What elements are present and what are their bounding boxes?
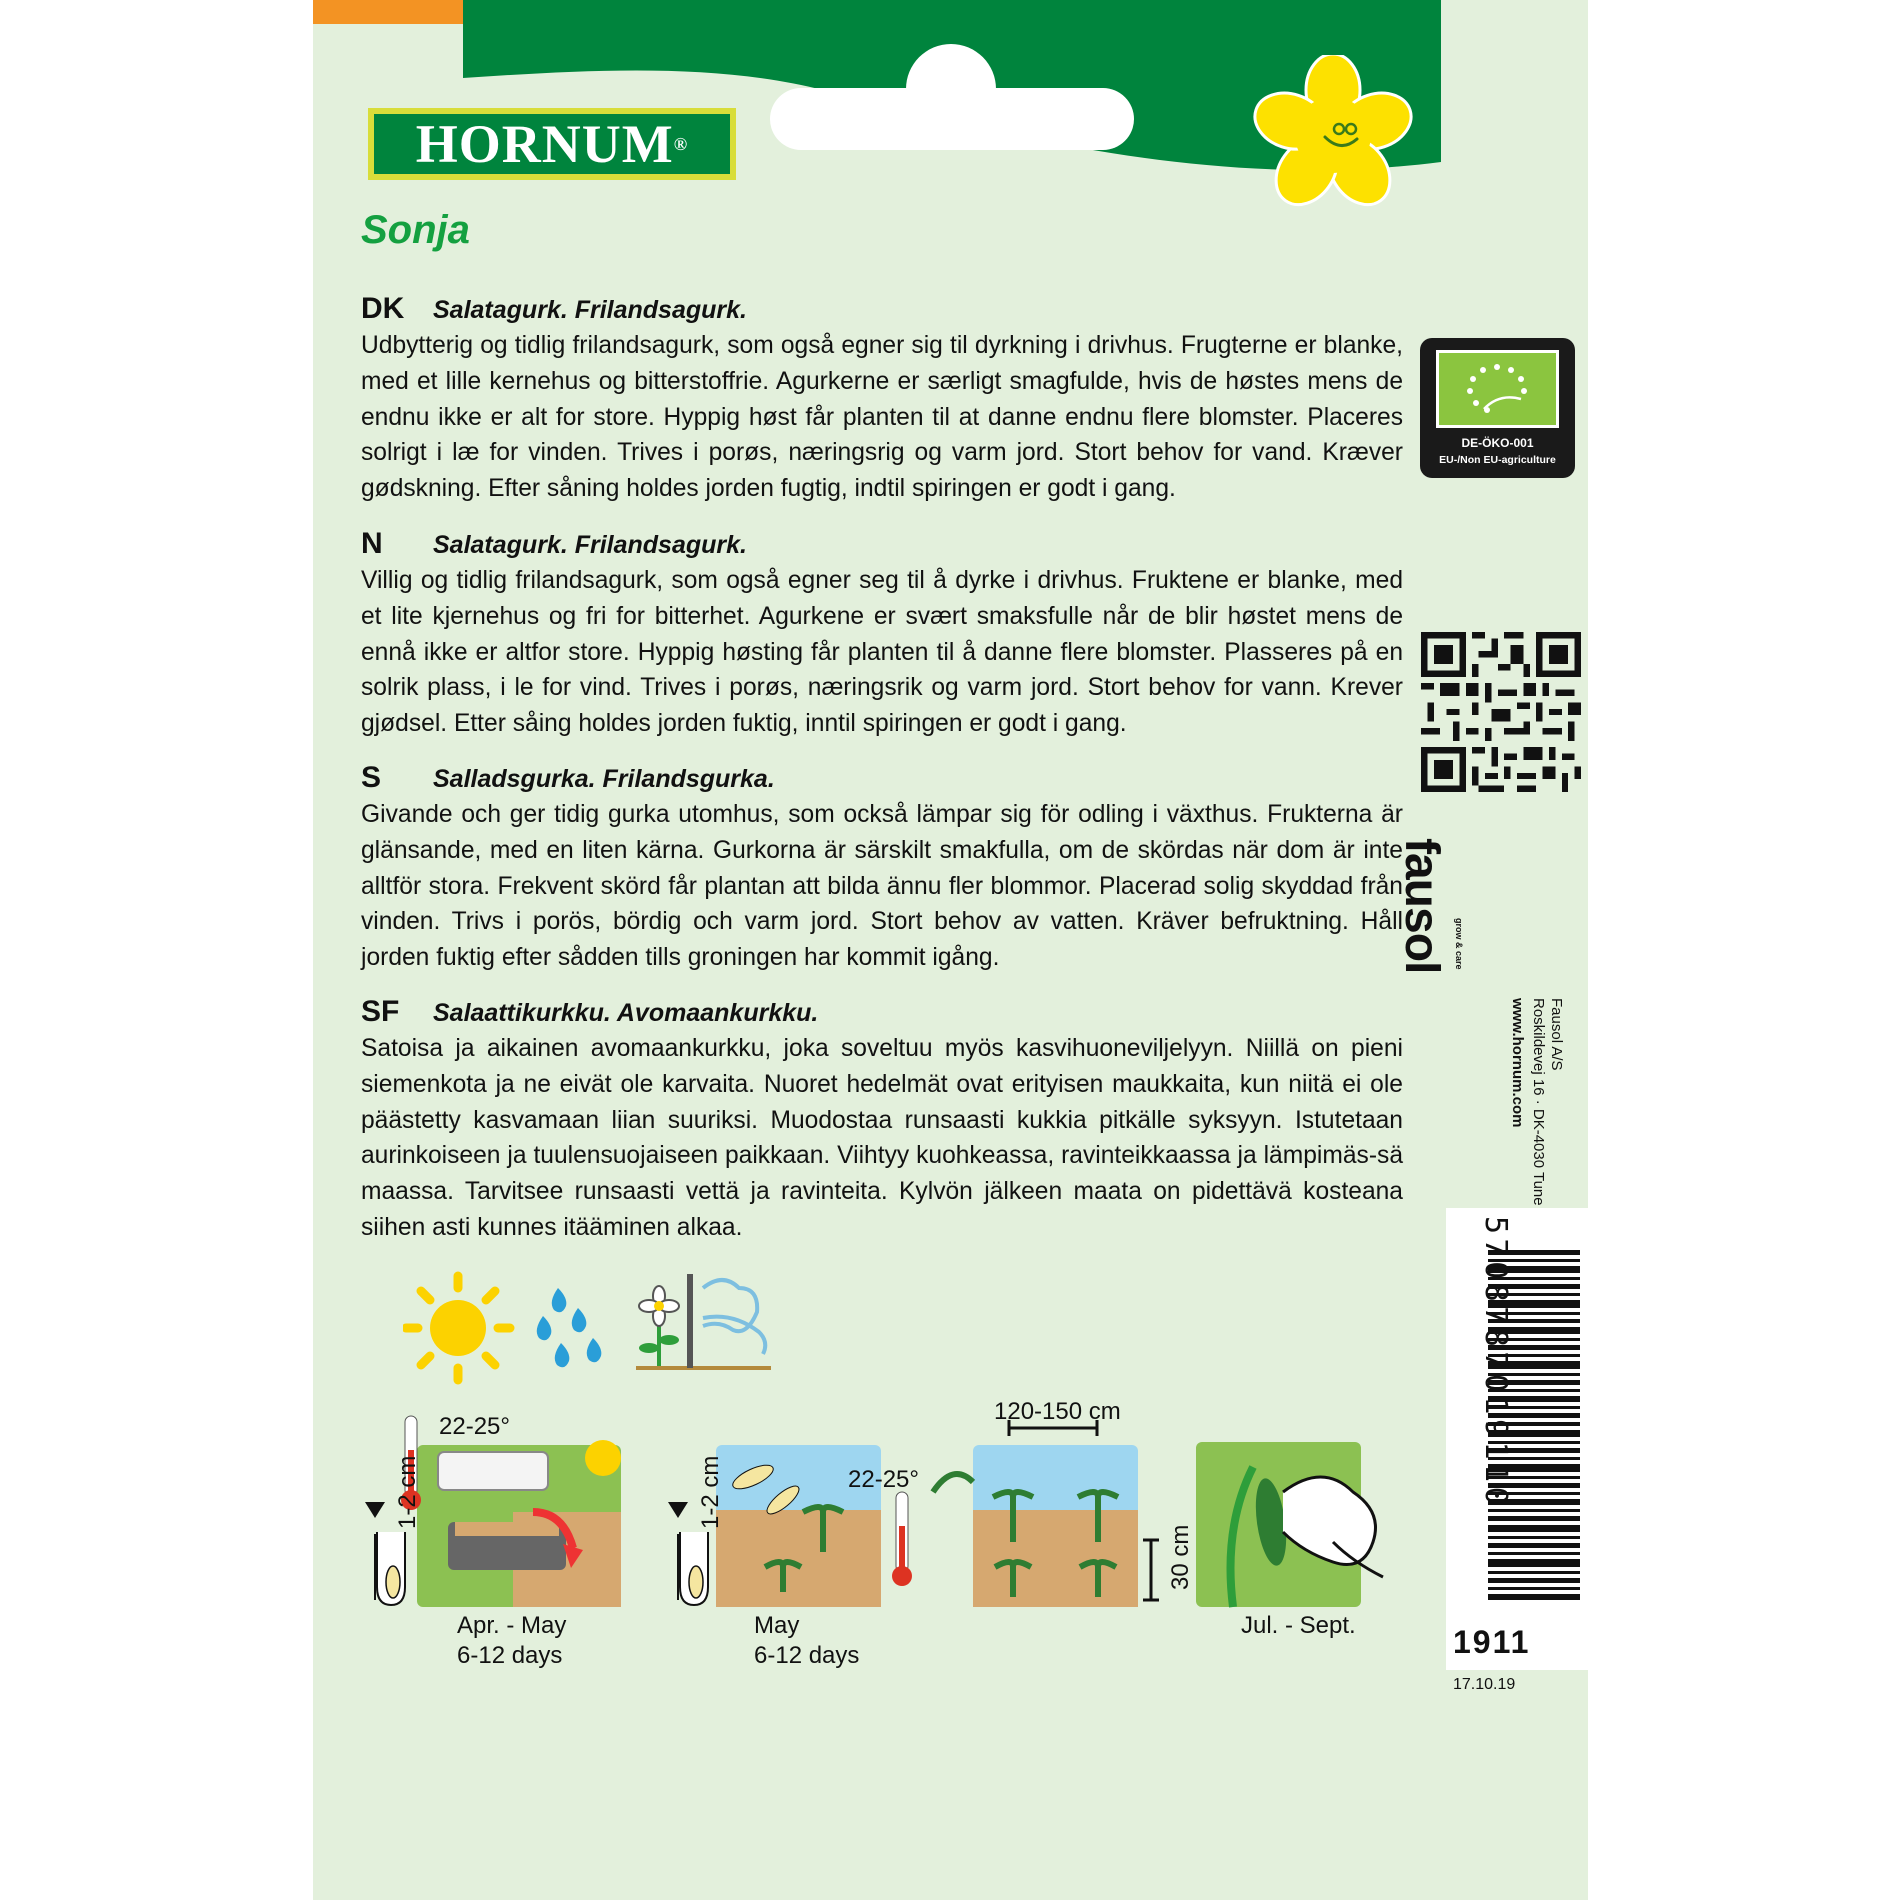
section-text: Udbytterig og tidlig frilandsagurk, som også egner sig til dyrkning i drivhus. Frugterne er blanke, med et lille kernehus og bitterstoffrie. Agurkerne er særligt smagfulde, hvis de høstes mens de endnu ikke er alt for store. Hyppig høst får planten til at danne endnu flere blomster. Placeres solrigt i læ for vinden. Trives i porøs, næringsrig og varm jord. Stort behov for vand. Kræver gødskning. Efter såning holdes jorden fugtig, indtil spiringen er godt i gang.: [361, 332, 1403, 503]
fausol-tagline: grow & care: [1454, 918, 1464, 970]
eu-organic-leaf-icon: [1436, 350, 1559, 428]
print-date: 17.10.19: [1453, 1676, 1516, 1693]
section-subtitle: Salladsgurka. Frilandsgurka.: [433, 765, 775, 793]
harvest-period: Jul. - Sept.: [1241, 1612, 1356, 1639]
outdoor-germination: 6-12 days: [754, 1642, 860, 1669]
plant-spacing: 30 cm: [1167, 1524, 1194, 1590]
outdoor-depth: 1-2 cm: [697, 1455, 724, 1529]
wind-shelter-icon: [636, 1274, 771, 1368]
qr-code[interactable]: [1421, 632, 1581, 792]
eu-organic-origin: EU-/Non EU-agriculture: [1439, 454, 1556, 466]
row-spacing: 120-150 cm: [994, 1398, 1121, 1425]
registered-mark: ®: [673, 133, 689, 154]
flower-mascot-icon: [1243, 55, 1423, 220]
section-subtitle: Salatagurk. Frilandsagurk.: [433, 531, 747, 559]
product-code: 1911: [1453, 1624, 1531, 1660]
section-subtitle: Salatagurk. Frilandsagurk.: [433, 296, 747, 324]
section-code: N: [361, 527, 383, 560]
barcode-digits: 5708787019110: [1478, 1216, 1513, 1510]
outdoor-period: May: [754, 1612, 800, 1639]
fausol-website[interactable]: www.hornum.com: [1509, 998, 1526, 1128]
fausol-logo: fausol: [1395, 838, 1448, 974]
section-code: SF: [361, 995, 400, 1028]
section-text: Villig og tidlig frilandsagurk, som også egner seg til å dyrke i drivhus. Fruktene er blanke, med et lite kjernehus og fri for bitterhet. Agurkene er svært smaksfulle når de blir høstet mens de ennå ikke er altfor store. Hyppig høsting får planten til å danne flere blomster. Plasseres på en solrik plass, i le for vind. Trives i porøs, næringsrik og varm jord. Stort behov for vann. Krever gjødsel. Etter såing holdes jorden fuktig, inntil spiringen er godt i gang.: [361, 567, 1403, 738]
outdoor-temp: 22-25°: [848, 1466, 919, 1493]
section-s: [361, 761, 1403, 976]
orange-tab: [313, 0, 463, 24]
growing-conditions: [403, 1268, 1103, 1388]
indoor-germination: 6-12 days: [457, 1642, 563, 1669]
eu-organic-label: [1420, 338, 1575, 478]
step-harvest: [1196, 1442, 1383, 1607]
eu-organic-code: DE-ÖKO-001: [1461, 436, 1534, 450]
fausol-company: Fausol A/S: [1548, 998, 1565, 1071]
water-drops-icon: [537, 1288, 602, 1367]
section-text: Satoisa ja aikainen avomaankurkku, joka soveltuu myös kasvihuoneviljelyyn. Niillä on pieni siemenkota ja ne eivät ole karvaita. Nuoret hedelmät ovat erityisen maukkaita, kun niitä ei ole päästetty kasvamaan liian suuriksi. Muodostaa runsaasti kukkia pitkälle syksyyn. Istutetaan aurinkoiseen ja tuulensuojaiseen paikkaan. Viihtyy kuohkeassa, ravinteikkaassa ja lämpimäs-sä maassa. Tarvitsee runsaasti vettä ja ravinteita. Kylvön jälkeen maata on pidettävä kosteana siihen asti kunnes itääminen alkaa.: [361, 1035, 1403, 1241]
section-text: Givande och ger tidig gurka utomhus, som också lämpar sig för odling i växthus. Frukterna är glänsande, med en liten kärna. Gurkorna är särskilt smakfulla, om de skördas när dom är inte alltför stora. Frekvent skörd får plantan att bilda ännu fler blommor. Placerad solig skyddad från vinden. Trivs i porös, bördig och varm jord. Stort behov av vatten. Kräver befruktning. Håll jorden fuktig efter sådden tills groningen har kommit igång.: [361, 801, 1403, 972]
section-sf: [361, 995, 1403, 1246]
section-dk: [361, 292, 1403, 507]
indoor-temp: 22-25°: [439, 1413, 510, 1440]
sun-icon: [406, 1276, 510, 1380]
section-code: DK: [361, 292, 405, 325]
section-n: [361, 527, 1403, 742]
step-spacing: [933, 1420, 1159, 1607]
hornum-logo: [368, 108, 736, 180]
seed-packet-back: [313, 0, 1588, 1900]
fausol-address: Roskildevej 16 · DK-4030 Tune: [1530, 998, 1547, 1206]
section-subtitle: Salaattikurkku. Avomaankurkku.: [433, 999, 819, 1027]
header-pill: [770, 88, 1134, 150]
section-code: S: [361, 761, 382, 794]
product-name: Sonja: [361, 208, 470, 252]
indoor-period: Apr. - May: [457, 1612, 567, 1639]
indoor-depth: 1-2 cm: [394, 1455, 421, 1529]
brand-name: HORNUM: [415, 114, 674, 174]
